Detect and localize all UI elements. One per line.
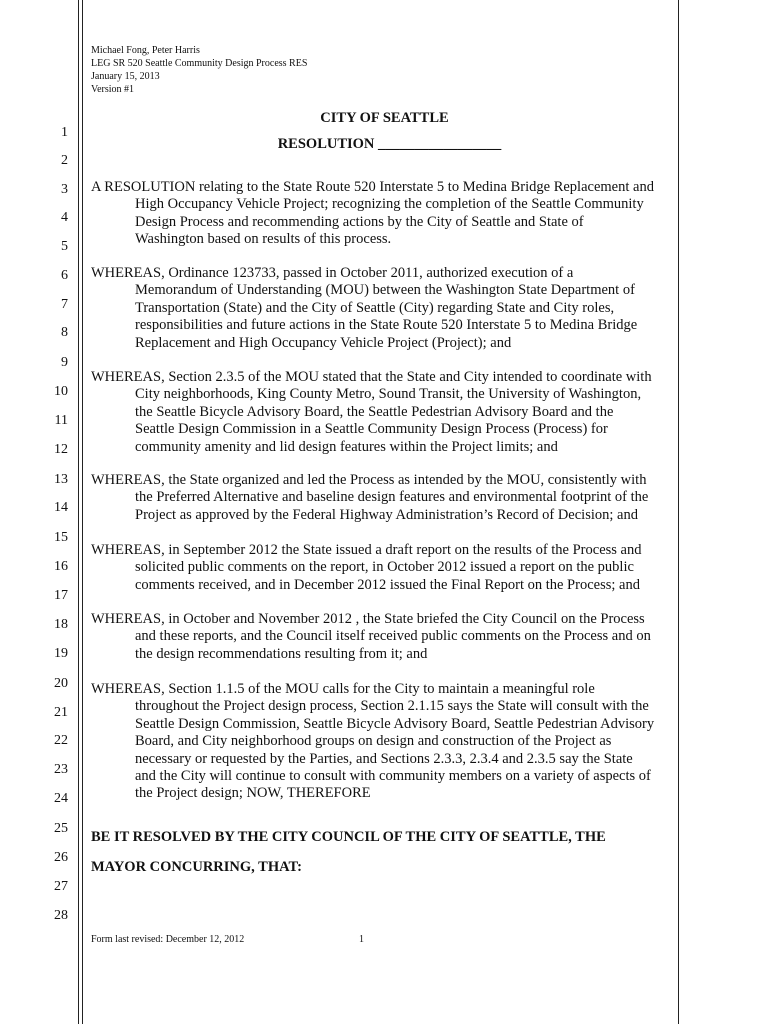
paragraph-line: Project as approved by the Federal Highway Administration’s Record of Decision; and — [135, 506, 638, 523]
line-number: 25 — [54, 821, 68, 836]
header-authors: Michael Fong, Peter Harris — [91, 45, 200, 56]
line-number: 9 — [61, 355, 68, 370]
line-number: 10 — [54, 384, 68, 399]
whereas-paragraph — [91, 265, 681, 352]
paragraph-line: City neighborhoods, King County Metro, Sound Transit, the University of Washington, — [135, 386, 642, 403]
line-number: 12 — [54, 442, 68, 457]
paragraph-line: the Seattle Bicycle Advisory Board, the Seattle Pedestrian Advisory Board and the — [135, 403, 614, 420]
resolution-summary-paragraph — [91, 179, 681, 249]
line-number: 14 — [54, 500, 68, 515]
line-number: 2 — [61, 153, 68, 168]
paragraph-line: solicited public comments on the report, in October 2012 issued a report on the public — [135, 559, 634, 576]
line-number: 21 — [54, 705, 68, 720]
page-number: 1 — [359, 934, 364, 945]
line-number: 1 — [61, 125, 68, 140]
paragraph-line: Seattle Design Commission in a Seattle Community Design Process (Process) for — [135, 421, 608, 438]
paragraph-line: community amenity and lid design features within the Project limits; and — [135, 438, 558, 455]
paragraph-line: High Occupancy Vehicle Project; recognizing the completion of the Seattle Community — [135, 196, 644, 213]
header-version: Version #1 — [91, 84, 135, 95]
resolved-clause-line-1: BE IT RESOLVED BY THE CITY COUNCIL OF THE CITY OF SEATTLE, THE — [91, 829, 606, 845]
paragraph-line: Replacement and High Occupancy Vehicle Project (Project); and — [135, 334, 512, 351]
paragraph-line: and these reports, and the Council itself received public comments on the Process and on — [135, 628, 651, 645]
resolution-title: RESOLUTION _________________ — [277, 136, 502, 152]
line-number: 18 — [54, 617, 68, 632]
line-number: 13 — [54, 472, 68, 487]
paragraph-line: the Project design; NOW, THEREFORE — [135, 785, 371, 802]
paragraph-line: A RESOLUTION relating to the State Route 520 Interstate 5 to Medina Bridge Replacement and — [91, 179, 654, 195]
whereas-paragraph — [91, 369, 681, 456]
line-number: 23 — [54, 762, 68, 777]
paragraph-line: Design Process and recommending actions by the City of Seattle and State of — [135, 213, 584, 230]
paragraph-line: throughout the Project design process, Section 2.1.15 says the State will consult with the — [135, 698, 649, 715]
paragraph-line: Board, and City neighborhood groups on design and construction of the Project as — [135, 733, 612, 750]
line-number: 20 — [54, 676, 68, 691]
header-legislation: LEG SR 520 Seattle Community Design Process RES — [91, 58, 308, 69]
line-number: 8 — [61, 325, 68, 340]
header-date: January 15, 2013 — [91, 71, 160, 82]
line-number: 15 — [54, 530, 68, 545]
footer-revised-date: Form last revised: December 12, 2012 — [91, 934, 245, 945]
line-number: 26 — [54, 850, 68, 865]
line-number: 5 — [61, 239, 68, 254]
whereas-paragraph — [91, 611, 681, 663]
paragraph-line: and the City will continue to consult with community members on a variety of aspects of — [135, 768, 651, 785]
line-number: 3 — [61, 182, 68, 197]
resolved-clause-line-2: MAYOR CONCURRING, THAT: — [91, 859, 302, 875]
line-number: 19 — [54, 646, 68, 661]
paragraph-line: Memorandum of Understanding (MOU) between the Washington State Department of — [135, 282, 635, 299]
city-title: CITY OF SEATTLE — [320, 110, 449, 126]
paragraph-line: the design recommendations resulting from it; and — [135, 645, 428, 662]
paragraph-line: Transportation (State) and the City of Seattle (City) regarding State and City roles, — [135, 299, 615, 316]
line-number: 16 — [54, 559, 68, 574]
whereas-paragraph — [91, 542, 681, 594]
paragraph-line: WHEREAS, Ordinance 123733, passed in October 2011, authorized execution of a — [91, 265, 574, 281]
line-number: 11 — [54, 413, 68, 428]
whereas-paragraph — [91, 472, 681, 524]
paragraph-line: WHEREAS, in October and November 2012 , the State briefed the City Council on the Process — [91, 611, 645, 627]
line-number: 28 — [54, 908, 68, 923]
paragraph-line: the Preferred Alternative and baseline design features and environmental footprint of the — [135, 489, 649, 506]
paragraph-line: WHEREAS, in September 2012 the State issued a draft report on the results of the Process and — [91, 542, 642, 558]
line-number: 27 — [54, 879, 68, 894]
paragraph-line: Seattle Design Commission, Seattle Bicycle Advisory Board, Seattle Pedestrian Advisory — [135, 715, 655, 732]
left-margin-rule — [78, 0, 79, 1024]
paragraph-line: WHEREAS, Section 1.1.5 of the MOU calls for the City to maintain a meaningful role — [91, 681, 595, 697]
paragraph-line: WHEREAS, Section 2.3.5 of the MOU stated that the State and City intended to coordinate with — [91, 369, 652, 385]
paragraph-line: responsibilities and future actions in the State Route 520 Interstate 5 to Medina Bridge — [135, 317, 638, 334]
document-header — [91, 44, 307, 96]
line-number: 24 — [54, 791, 68, 806]
left-margin-rule-inner — [82, 0, 83, 1024]
paragraph-line: WHEREAS, the State organized and led the Process as intended by the MOU, consistently with — [91, 472, 647, 488]
line-number: 22 — [54, 733, 68, 748]
paragraph-line: comments received, and in December 2012 issued the Final Report on the Process; and — [135, 576, 640, 593]
paragraph-line: Washington based on results of this process. — [135, 231, 392, 248]
line-number: 7 — [61, 297, 68, 312]
paragraph-line: necessary or requested by the Parties, and Sections 2.3.3, 2.3.4 and 2.3.5 say the State — [135, 750, 633, 767]
line-number: 17 — [54, 588, 68, 603]
whereas-paragraph — [91, 681, 681, 803]
line-number: 6 — [61, 268, 68, 283]
line-number: 4 — [61, 210, 68, 225]
